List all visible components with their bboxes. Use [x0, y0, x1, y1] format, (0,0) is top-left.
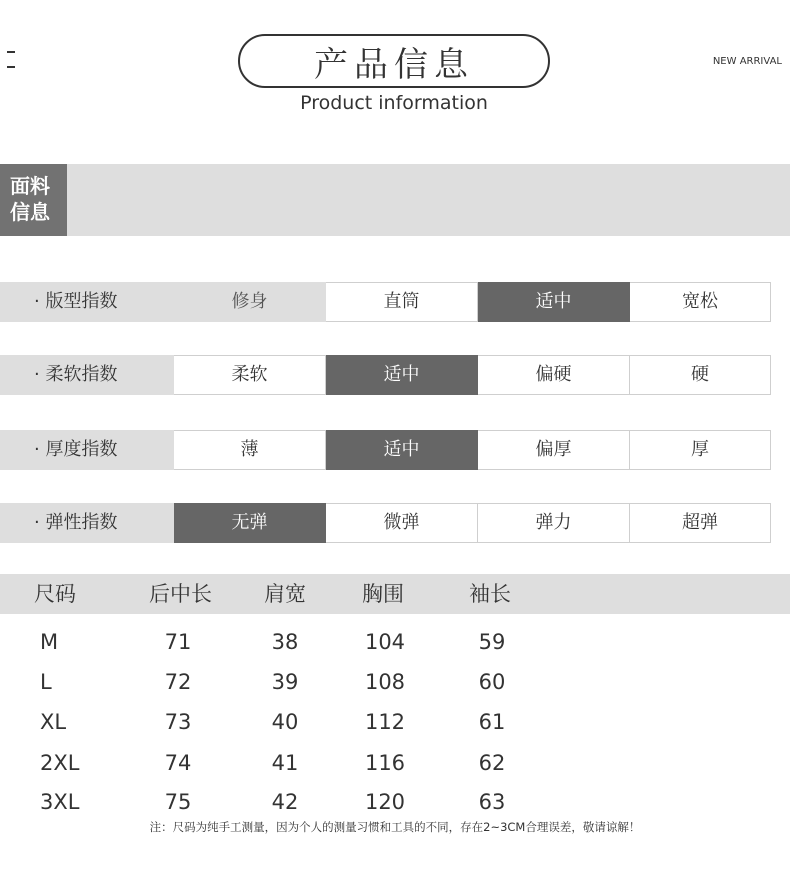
table-cell: 59	[478, 630, 506, 654]
header-back-length: 后中长	[149, 582, 212, 606]
index-option: 修身	[174, 282, 326, 322]
index-option: 厚	[630, 430, 771, 470]
index-option: 弹力	[478, 503, 630, 543]
table-cell: 112	[364, 710, 406, 734]
index-option: 硬	[630, 355, 771, 395]
table-cell: L	[40, 670, 52, 694]
table-cell: 62	[478, 751, 506, 775]
index-option: 微弹	[326, 503, 478, 543]
fabric-tag-line-1: 面料	[10, 174, 50, 198]
table-row	[0, 662, 790, 702]
header-size: 尺码	[34, 582, 76, 606]
table-cell: 104	[364, 630, 406, 654]
table-cell: 75	[164, 790, 192, 814]
table-row	[0, 743, 790, 783]
table-cell: 40	[271, 710, 299, 734]
table-cell: 3XL	[40, 790, 80, 814]
index-row	[0, 503, 771, 543]
table-cell: 38	[271, 630, 299, 654]
index-option: 宽松	[630, 282, 771, 322]
table-cell: 39	[271, 670, 299, 694]
index-label: · 柔软指数	[0, 355, 174, 395]
index-option: 薄	[174, 430, 326, 470]
table-cell: 42	[271, 790, 299, 814]
new-arrival-badge: NEW ARRIVAL	[712, 56, 782, 67]
table-cell: 108	[364, 670, 406, 694]
index-option-selected: 适中	[326, 430, 478, 470]
index-option: 直筒	[326, 282, 478, 322]
header-sleeve: 袖长	[469, 582, 511, 606]
page-title: 产品信息	[238, 34, 550, 88]
index-label: · 弹性指数	[0, 503, 174, 543]
table-row	[0, 782, 790, 822]
table-cell: 72	[164, 670, 192, 694]
table-cell: 60	[478, 670, 506, 694]
header-shoulder: 肩宽	[264, 582, 306, 606]
table-cell: 61	[478, 710, 506, 734]
table-row	[0, 702, 790, 742]
table-cell: 73	[164, 710, 192, 734]
table-cell: 120	[364, 790, 406, 814]
size-table-header	[0, 574, 790, 614]
index-option-selected: 适中	[326, 355, 478, 395]
table-cell: 63	[478, 790, 506, 814]
table-cell: M	[40, 630, 59, 654]
table-cell: 116	[364, 751, 406, 775]
index-label: · 版型指数	[0, 282, 174, 322]
fabric-tag-line-2: 信息	[10, 200, 50, 224]
index-option: 柔软	[174, 355, 326, 395]
header-chest: 胸围	[362, 582, 404, 606]
table-cell: XL	[40, 710, 67, 734]
index-option: 偏厚	[478, 430, 630, 470]
measurement-note: 注：尺码为纯手工测量，因为个人的测量习惯和工具的不同，存在2~3CM合理误差，敬请谅解！	[149, 820, 641, 834]
table-cell: 71	[164, 630, 192, 654]
corner-bracket-mark	[7, 51, 15, 68]
page-subtitle: Product information	[300, 92, 488, 114]
fabric-info-band	[0, 164, 790, 236]
index-row	[0, 430, 771, 470]
index-label: · 厚度指数	[0, 430, 174, 470]
index-option: 偏硬	[478, 355, 630, 395]
table-cell: 74	[164, 751, 192, 775]
table-cell: 2XL	[40, 751, 80, 775]
table-cell: 41	[271, 751, 299, 775]
index-option: 超弹	[630, 503, 771, 543]
index-row	[0, 355, 771, 395]
fabric-info-tag	[0, 164, 67, 236]
index-row	[0, 282, 771, 322]
index-option-selected: 无弹	[174, 503, 326, 543]
index-option-selected: 适中	[478, 282, 630, 322]
table-row	[0, 622, 790, 662]
